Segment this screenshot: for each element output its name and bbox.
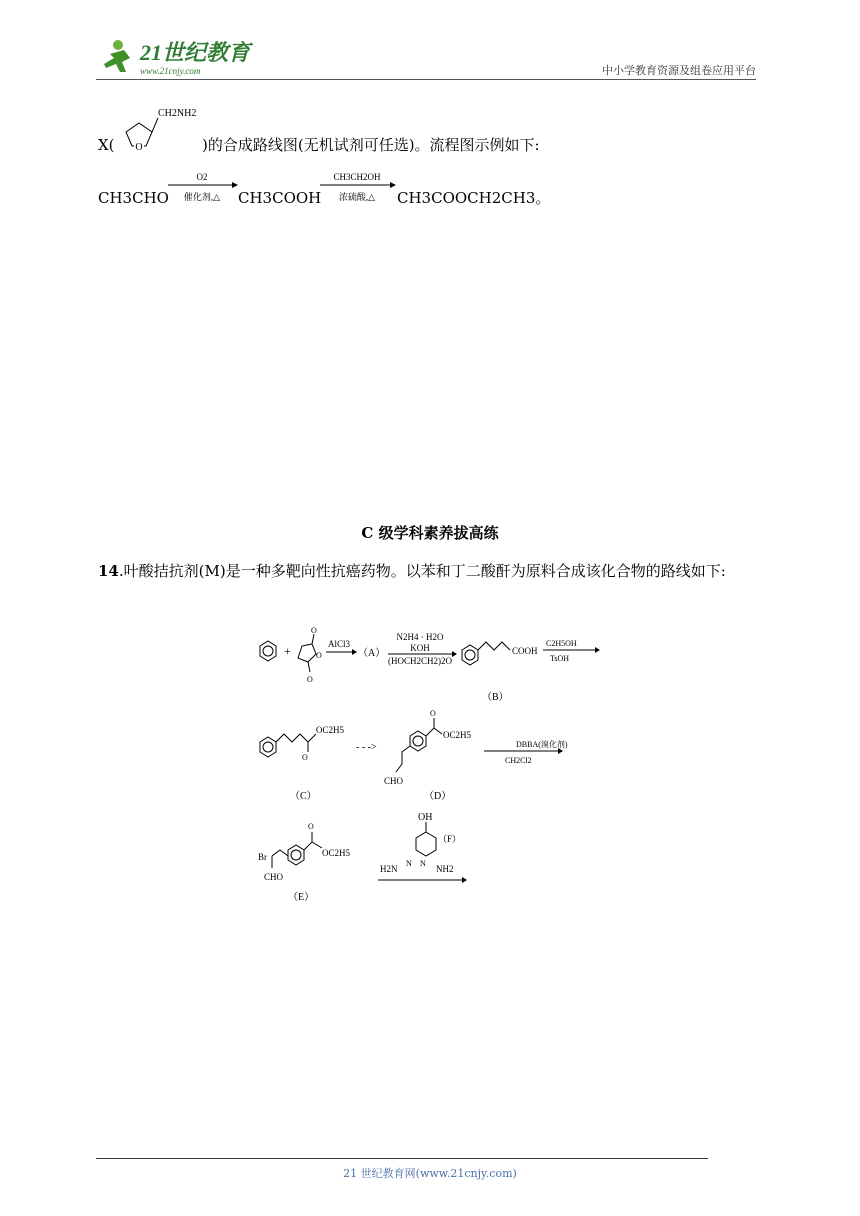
- header-divider: [96, 79, 756, 80]
- footer-divider: [96, 1158, 708, 1159]
- succinic-anhydride-structure: [298, 626, 322, 684]
- runner-icon: [104, 40, 130, 72]
- svg-text:CH2Cl2: CH2Cl2: [505, 756, 532, 765]
- svg-text:O: O: [430, 709, 436, 718]
- svg-text:OC2H5: OC2H5: [322, 848, 351, 858]
- site-logo: [96, 36, 258, 78]
- plus-sign: +: [284, 644, 291, 658]
- svg-text:TsOH: TsOH: [550, 654, 569, 663]
- compound-d-label: （D）: [424, 791, 452, 802]
- svg-text:CHO: CHO: [384, 776, 404, 786]
- substituent-label: CH2NH2: [158, 108, 197, 119]
- alcl3-label: AlCl3: [328, 639, 351, 649]
- logo-text: 21世纪教育: [140, 40, 251, 65]
- question-14: [98, 556, 764, 587]
- svg-text:NH2: NH2: [436, 864, 454, 874]
- example-arrow-2: [318, 170, 396, 206]
- svg-text:OH: OH: [418, 812, 433, 823]
- svg-text:COOH: COOH: [512, 646, 538, 656]
- structure-x: [112, 104, 202, 154]
- svg-text:H2N: H2N: [380, 864, 398, 874]
- svg-text:OC2H5: OC2H5: [316, 725, 345, 735]
- intro-suffix: )的合成路线图(无机试剂可任选)。流程图示例如下:: [202, 136, 540, 154]
- svg-text:O: O: [302, 753, 308, 762]
- svg-text:O: O: [307, 675, 313, 684]
- compound-d-structure: [384, 709, 472, 786]
- svg-text:C2H5OH: C2H5OH: [546, 639, 577, 648]
- benzene-structure: [260, 641, 276, 661]
- svg-text:O: O: [311, 626, 317, 635]
- question-text: .叶酸拮抗剂(M)是一种多靶向性抗癌药物。以苯和丁二酸酐为原料合成该化合物的路线如下:: [118, 562, 726, 580]
- logo-url: www.21cnjy.com: [140, 66, 201, 76]
- svg-text:OC2H5: OC2H5: [443, 730, 472, 740]
- svg-text:DBBA(溴化剂): DBBA(溴化剂): [516, 740, 568, 749]
- compound-b-label: （B）: [482, 692, 509, 703]
- compound-b-structure: [462, 642, 538, 665]
- svg-text:KOH: KOH: [410, 643, 430, 653]
- svg-text:Br: Br: [258, 852, 267, 862]
- compound-c-label: （C）: [290, 791, 317, 802]
- svg-text:（F）: （F）: [438, 834, 462, 844]
- reaction-scheme: [250, 624, 620, 914]
- compound-e-label: （E）: [288, 892, 315, 903]
- svg-text:N: N: [406, 859, 412, 868]
- svg-text:O: O: [308, 822, 314, 831]
- svg-text:O: O: [316, 651, 322, 660]
- example-s2: CH3COOH: [238, 189, 322, 207]
- example-s1: CH3CHO: [98, 189, 169, 207]
- ring-oxygen: O: [135, 142, 143, 153]
- dashed-arrow: - - ->: [356, 742, 377, 753]
- section-title: C 级学科素养拔高练: [361, 524, 499, 542]
- svg-text:浓硫酸,△: 浓硫酸,△: [338, 192, 376, 202]
- intro-prefix: X(: [98, 136, 115, 154]
- header-platform-text: 中小学教育资源及组卷应用平台: [602, 64, 756, 77]
- compound-a-label: （A）: [358, 648, 386, 659]
- svg-text:催化剂,△: 催化剂,△: [183, 192, 221, 202]
- question-number: 14: [98, 562, 119, 580]
- svg-text:O2: O2: [196, 172, 208, 182]
- svg-text:(HOCH2CH2)2O: (HOCH2CH2)2O: [388, 656, 452, 666]
- footer-text: 21 世纪教育网(www.21cnjy.com): [343, 1167, 517, 1180]
- compound-c-structure: [260, 725, 345, 762]
- example-arrow-1: [166, 170, 238, 206]
- svg-text:CHO: CHO: [264, 872, 284, 882]
- compound-f-structure: [380, 812, 461, 874]
- svg-text:N: N: [420, 859, 426, 868]
- svg-text:N2H4 · H2O: N2H4 · H2O: [396, 632, 444, 642]
- example-s3: CH3COOCH2CH3。: [397, 189, 551, 207]
- svg-text:CH3CH2OH: CH3CH2OH: [333, 172, 381, 182]
- compound-e-structure: [258, 822, 351, 882]
